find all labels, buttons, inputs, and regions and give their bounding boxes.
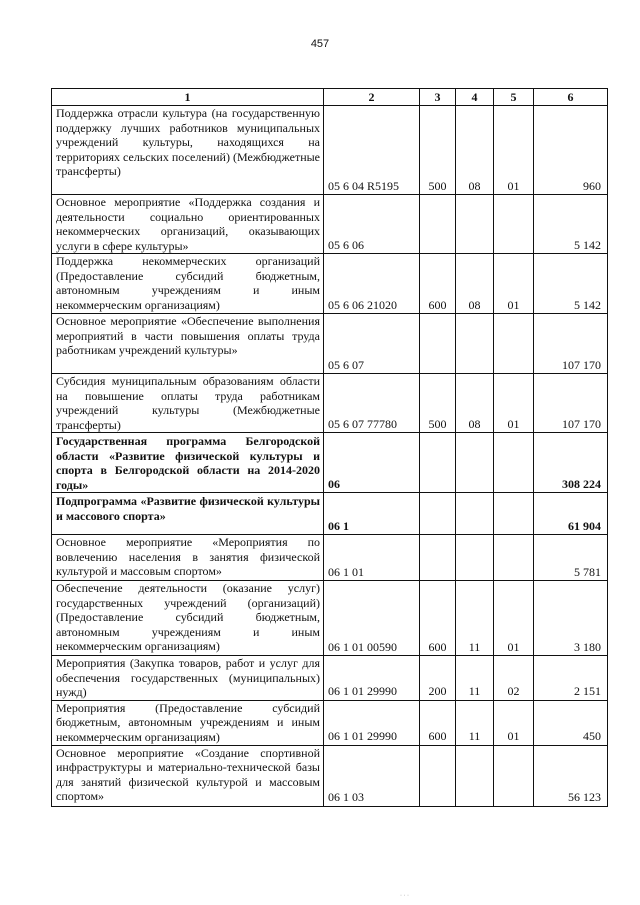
row-sum-cell: 960 <box>534 106 608 195</box>
row-sum-cell: 5 142 <box>534 195 608 254</box>
row-col3-cell: 600 <box>420 254 456 314</box>
row-sum-cell: 2 151 <box>534 656 608 701</box>
row-code-cell: 06 <box>324 433 420 493</box>
row-code-cell: 05 6 07 77780 <box>324 374 420 433</box>
table-row <box>52 106 608 195</box>
table-row <box>52 195 608 254</box>
row-col5-cell <box>494 745 534 806</box>
row-sum-cell: 107 170 <box>534 314 608 374</box>
row-col4-cell <box>456 314 494 374</box>
row-col3-cell <box>420 314 456 374</box>
row-col4-cell: 08 <box>456 106 494 195</box>
row-name-cell: Поддержка отрасли культура (на государственную поддержку лучших работников муниципальных учреждений культуры, находящихся на территориях сельских поселений) (Межбюджетные трансферты) <box>52 106 324 195</box>
scan-artifact: · · · <box>400 893 409 899</box>
row-col4-cell: 08 <box>456 374 494 433</box>
row-name-cell: Основное мероприятие «Мероприятия по вовлечению населения в занятия физической культурой и массовым спортом» <box>52 535 324 581</box>
row-code-cell: 06 1 01 29990 <box>324 700 420 745</box>
row-col3-cell <box>420 535 456 581</box>
row-code-cell: 06 1 01 00590 <box>324 581 420 656</box>
row-name-cell: Поддержка некоммерческих организаций (Предоставление субсидий бюджетным, автономным учреждениям и иным некоммерческим организациям) <box>52 254 324 314</box>
row-code-cell: 05 6 04 R5195 <box>324 106 420 195</box>
row-sum-cell: 61 904 <box>534 493 608 535</box>
row-col4-cell <box>456 745 494 806</box>
column-header: 5 <box>494 89 534 106</box>
column-header: 6 <box>534 89 608 106</box>
row-col5-cell: 01 <box>494 106 534 195</box>
row-sum-cell: 56 123 <box>534 745 608 806</box>
row-name-cell: Обеспечение деятельности (оказание услуг) государственных учреждений (организаций) (Предоставление субсидий бюджетным, автономным учреждениям и иным некоммерческим организациям) <box>52 581 324 656</box>
row-col5-cell <box>494 195 534 254</box>
row-col4-cell <box>456 195 494 254</box>
row-col3-cell: 200 <box>420 656 456 701</box>
column-header: 2 <box>324 89 420 106</box>
row-col3-cell: 500 <box>420 106 456 195</box>
row-name-cell: Мероприятия (Закупка товаров, работ и услуг для обеспечения государственных (муниципальных) нужд) <box>52 656 324 701</box>
row-code-cell: 05 6 06 21020 <box>324 254 420 314</box>
row-col5-cell: 01 <box>494 374 534 433</box>
row-col4-cell: 11 <box>456 656 494 701</box>
table-header-row <box>52 89 608 106</box>
row-sum-cell: 308 224 <box>534 433 608 493</box>
table-row <box>52 581 608 656</box>
row-col5-cell: 01 <box>494 581 534 656</box>
row-col4-cell: 08 <box>456 254 494 314</box>
row-col5-cell <box>494 433 534 493</box>
column-header: 3 <box>420 89 456 106</box>
table-row <box>52 254 608 314</box>
table-row <box>52 656 608 701</box>
table-row <box>52 535 608 581</box>
row-col3-cell: 600 <box>420 700 456 745</box>
row-col4-cell: 11 <box>456 700 494 745</box>
page-number: 457 <box>310 38 330 50</box>
row-col4-cell <box>456 493 494 535</box>
row-sum-cell: 5 142 <box>534 254 608 314</box>
row-col5-cell: 01 <box>494 700 534 745</box>
row-name-cell: Государственная программа Белгородской области «Развитие физической культуры и спорта в Белгородской области на 2014-2020 годы» <box>52 433 324 493</box>
row-col3-cell: 600 <box>420 581 456 656</box>
row-col5-cell <box>494 493 534 535</box>
table-row <box>52 433 608 493</box>
row-sum-cell: 450 <box>534 700 608 745</box>
row-code-cell: 06 1 03 <box>324 745 420 806</box>
table-row <box>52 374 608 433</box>
row-col4-cell <box>456 433 494 493</box>
row-col4-cell <box>456 535 494 581</box>
row-sum-cell: 107 170 <box>534 374 608 433</box>
row-col4-cell: 11 <box>456 581 494 656</box>
row-sum-cell: 5 781 <box>534 535 608 581</box>
row-col3-cell <box>420 195 456 254</box>
row-code-cell: 05 6 06 <box>324 195 420 254</box>
table-body <box>52 106 608 807</box>
row-code-cell: 05 6 07 <box>324 314 420 374</box>
budget-table <box>51 88 608 807</box>
row-code-cell: 06 1 01 <box>324 535 420 581</box>
row-col5-cell <box>494 314 534 374</box>
row-name-cell: Основное мероприятие «Создание спортивной инфраструктуры и материально-технической базы для занятий физической культурой и массовым спортом» <box>52 745 324 806</box>
row-name-cell: Субсидия муниципальным образованиям области на повышение оплаты труда работникам учреждений культуры (Межбюджетные трансферты) <box>52 374 324 433</box>
table-row <box>52 314 608 374</box>
row-col5-cell: 02 <box>494 656 534 701</box>
row-col3-cell: 500 <box>420 374 456 433</box>
table-row <box>52 700 608 745</box>
row-code-cell: 06 1 01 29990 <box>324 656 420 701</box>
table-row <box>52 493 608 535</box>
row-name-cell: Мероприятия (Предоставление субсидий бюджетным, автономным учреждениям и иным некоммерческим организациям) <box>52 700 324 745</box>
column-header: 4 <box>456 89 494 106</box>
row-name-cell: Подпрограмма «Развитие физической культуры и массового спорта» <box>52 493 324 535</box>
row-sum-cell: 3 180 <box>534 581 608 656</box>
row-col3-cell <box>420 493 456 535</box>
row-name-cell: Основное мероприятие «Поддержка создания и деятельности социально ориентированных некоммерческих организаций, оказывающих услуги в сфере культуры» <box>52 195 324 254</box>
row-col3-cell <box>420 433 456 493</box>
row-col3-cell <box>420 745 456 806</box>
row-col5-cell <box>494 535 534 581</box>
table-row <box>52 745 608 806</box>
row-name-cell: Основное мероприятие «Обеспечение выполнения мероприятий в части повышения оплаты труда работникам учреждений культуры» <box>52 314 324 374</box>
row-code-cell: 06 1 <box>324 493 420 535</box>
column-header: 1 <box>52 89 324 106</box>
row-col5-cell: 01 <box>494 254 534 314</box>
